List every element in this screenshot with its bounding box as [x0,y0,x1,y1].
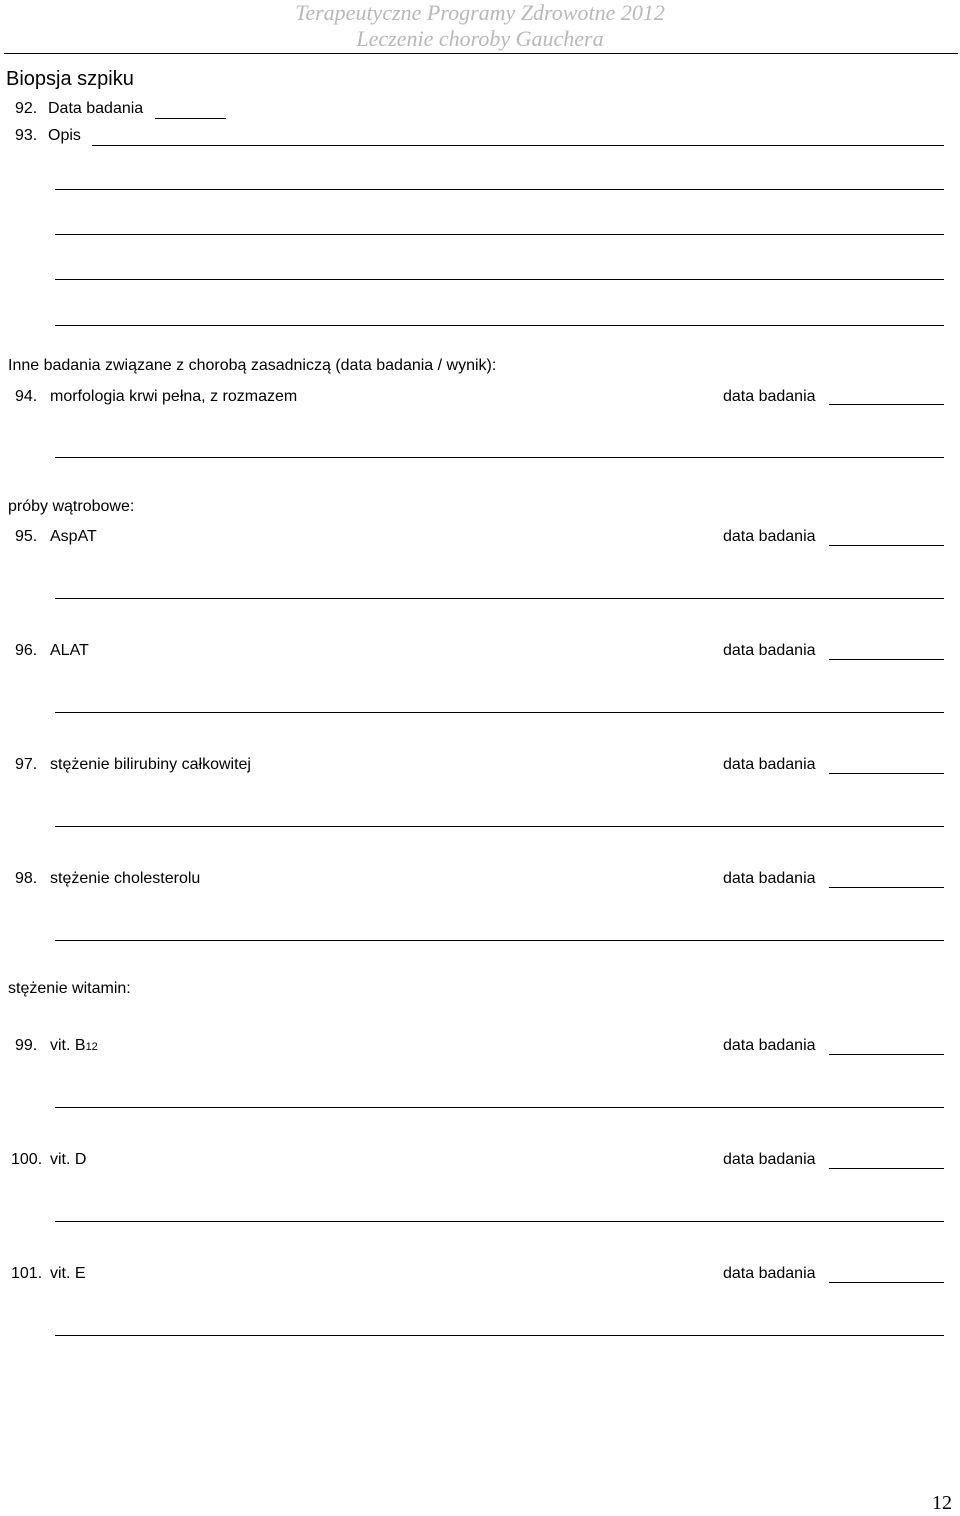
item-100-number: 100. [11,1151,43,1168]
item-98-result-field[interactable] [55,940,944,941]
item-96-date-label: data badania [723,642,816,659]
item-97-number: 97. [15,756,38,773]
item-94-number: 94. [15,388,38,405]
item-101-label: vit. E [50,1265,86,1282]
item-100-label: vit. D [50,1151,87,1168]
item-100-date-label: data badania [723,1151,816,1168]
item-94-label: morfologia krwi pełna, z rozmazem [50,388,298,405]
item-92-label: Data badania [48,100,144,117]
header-title: Terapeutyczne Programy Zdrowotne 2012 [295,0,665,25]
item-99-date-label: data badania [723,1037,816,1054]
item-95-date-label: data badania [723,528,816,545]
item-94-result-field[interactable] [55,457,944,458]
item-99-number: 99. [15,1037,38,1054]
item-99-date-field[interactable] [829,1054,944,1055]
item-97-result-field[interactable] [55,826,944,827]
page-number: 12 [932,1492,952,1514]
item-93-description-field[interactable] [92,145,944,146]
item-96-label: ALAT [50,642,89,659]
item-93-description-line[interactable] [55,325,944,326]
item-99-label: vit. B12 [50,1037,98,1054]
item-99-result-field[interactable] [55,1107,944,1108]
item-95-number: 95. [15,528,38,545]
item-94-date-field[interactable] [829,404,944,405]
item-92-number: 92. [15,100,38,117]
item-96-number: 96. [15,642,38,659]
item-98-date-label: data badania [723,870,816,887]
liver-tests-heading: próby wątrobowe: [8,498,135,515]
item-101-date-field[interactable] [829,1282,944,1283]
item-96-result-field[interactable] [55,712,944,713]
item-98-number: 98. [15,870,38,887]
item-93-description-line[interactable] [55,279,944,280]
item-96-date-field[interactable] [829,659,944,660]
item-95-label: AspAT [50,528,97,545]
other-tests-intro: Inne badania związane z chorobą zasadniczą (data badania / wynik): [8,357,497,374]
item-93-description-line[interactable] [55,234,944,235]
item-94-date-label: data badania [723,388,816,405]
item-100-date-field[interactable] [829,1168,944,1169]
item-98-label: stężenie cholesterolu [50,870,201,887]
header-subtitle: Leczenie choroby Gauchera [356,26,604,51]
vitamins-heading: stężenie witamin: [8,980,131,997]
item-95-date-field[interactable] [829,545,944,546]
item-93-label: Opis [48,127,81,144]
item-92-date-field[interactable] [155,118,226,119]
item-97-label: stężenie bilirubiny całkowitej [50,756,251,773]
item-95-result-field[interactable] [55,598,944,599]
header-divider [4,53,958,54]
item-93-number: 93. [15,127,38,144]
item-100-result-field[interactable] [55,1221,944,1222]
item-101-number: 101. [11,1265,43,1282]
section-heading-bone-marrow: Biopsja szpiku [6,68,134,90]
item-99-subscript: 12 [85,1041,98,1053]
item-97-date-label: data badania [723,756,816,773]
item-97-date-field[interactable] [829,773,944,774]
item-101-result-field[interactable] [55,1335,944,1336]
item-101-date-label: data badania [723,1265,816,1282]
item-98-date-field[interactable] [829,887,944,888]
item-93-description-line[interactable] [55,189,944,190]
